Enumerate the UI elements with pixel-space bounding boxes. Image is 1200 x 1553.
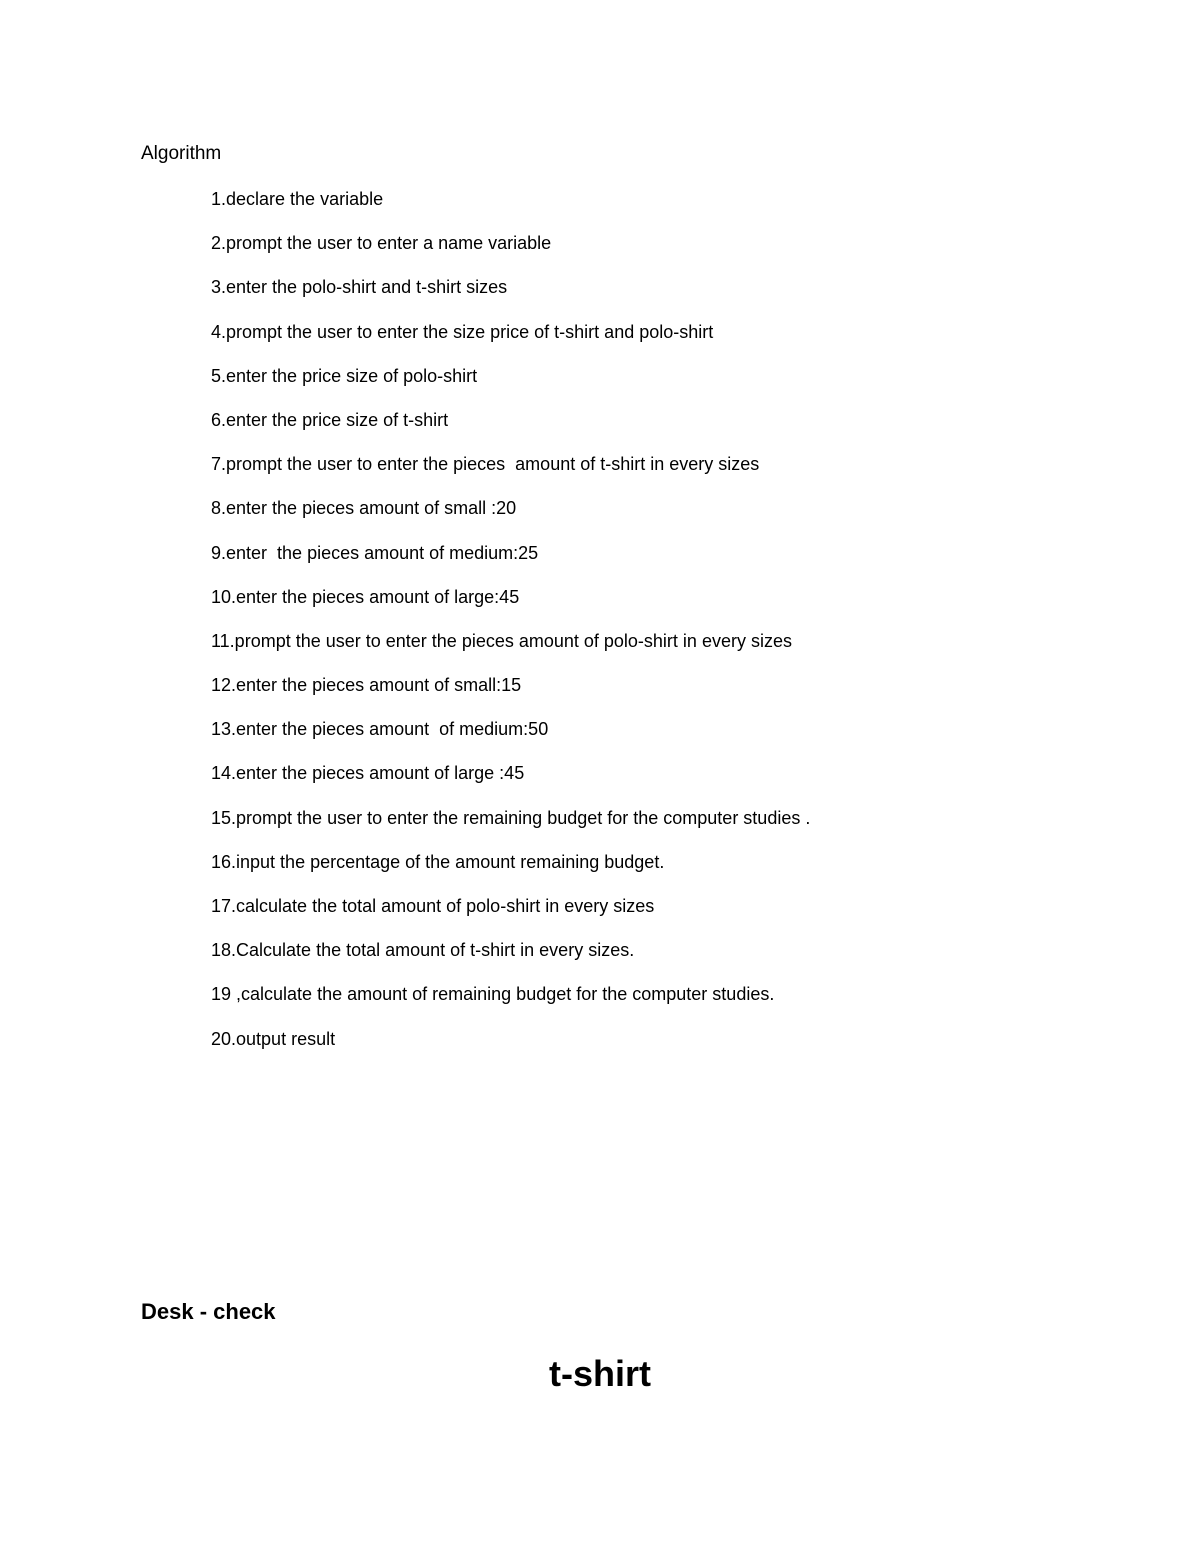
- algorithm-step: 3.enter the polo-shirt and t-shirt sizes: [211, 277, 508, 298]
- algorithm-step: 9.enter the pieces amount of medium:25: [211, 542, 539, 563]
- algorithm-step: 11.prompt the user to enter the pieces amount of polo-shirt in every sizes: [211, 630, 792, 651]
- algorithm-step: 8.enter the pieces amount of small :20: [211, 498, 517, 519]
- algorithm-step: 19 ,calculate the amount of remaining budget for the computer studies.: [211, 984, 775, 1005]
- algorithm-step: 6.enter the price size of t-shirt: [211, 409, 449, 430]
- algorithm-step: 15.prompt the user to enter the remaining budget for the computer studies .: [211, 807, 811, 828]
- algorithm-step: 1.declare the variable: [211, 189, 384, 209]
- tshirt-table-title: t-shirt: [549, 1353, 651, 1394]
- desk-check-heading: Desk - check: [141, 1299, 276, 1324]
- algorithm-step: 16.input the percentage of the amount remaining budget.: [211, 851, 665, 872]
- algorithm-step: 14.enter the pieces amount of large :45: [211, 763, 525, 784]
- algorithm-step: 4.prompt the user to enter the size price of t-shirt and polo-shirt: [211, 321, 714, 342]
- algorithm-step: 18.Calculate the total amount of t-shirt in every sizes.: [211, 940, 635, 961]
- algorithm-step: 13.enter the pieces amount of medium:50: [211, 719, 549, 740]
- algorithm-step: 2.prompt the user to enter a name variable: [211, 233, 552, 254]
- algorithm-step: 10.enter the pieces amount of large:45: [211, 586, 520, 607]
- algorithm-step: 20.output result: [211, 1028, 336, 1049]
- algorithm-heading: Algorithm: [141, 143, 222, 164]
- algorithm-step: 12.enter the pieces amount of small:15: [211, 675, 522, 696]
- algorithm-steps-list: [211, 187, 810, 1071]
- algorithm-step: 17.calculate the total amount of polo-shirt in every sizes: [211, 896, 655, 916]
- algorithm-step: 5.enter the price size of polo-shirt: [211, 365, 478, 386]
- algorithm-step: 7.prompt the user to enter the pieces amount of t-shirt in every sizes: [211, 454, 760, 475]
